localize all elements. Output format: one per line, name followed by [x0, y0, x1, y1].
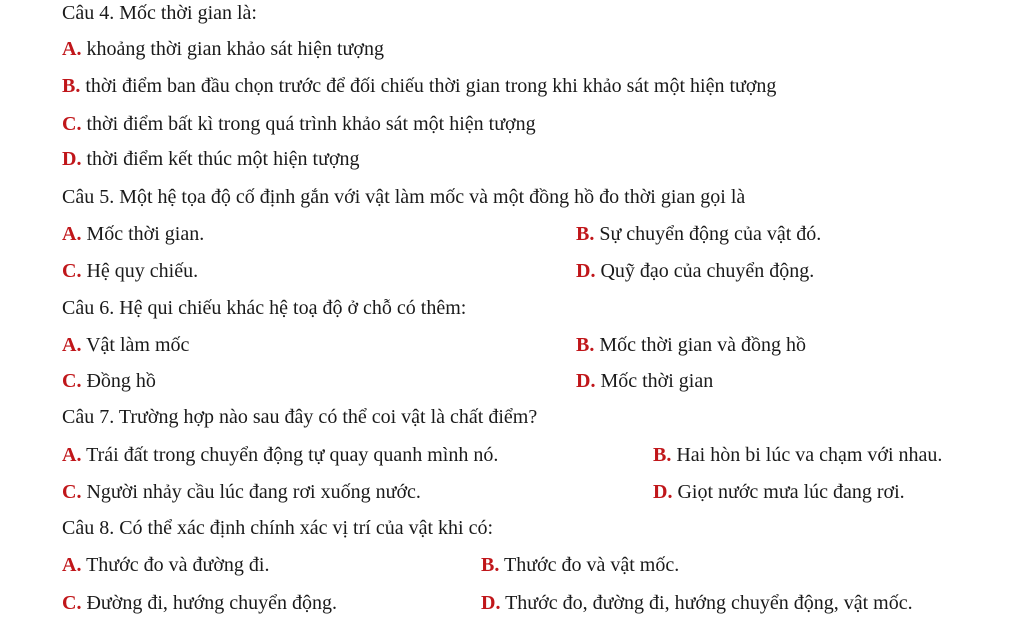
option-text: Người nhảy cầu lúc đang rơi xuống nước.: [81, 481, 421, 503]
option-letter: B.: [576, 223, 595, 245]
question-6-option-d[interactable]: [576, 368, 713, 394]
option-text: thời điểm ban đầu chọn trước để đối chiếu thời gian trong khi khảo sát một hiện tượng: [80, 75, 777, 97]
option-letter: D.: [576, 370, 596, 392]
option-text: thời điểm kết thúc một hiện tượng: [81, 148, 360, 170]
option-letter: A.: [62, 554, 82, 576]
option-text: Thước đo, đường đi, hướng chuyển động, vật mốc.: [500, 592, 913, 614]
option-text: Mốc thời gian và đồng hồ: [594, 334, 807, 356]
question-6-stem: Câu 6. Hệ qui chiếu khác hệ toạ độ ở chỗ có thêm:: [62, 297, 467, 319]
question-4-option-a[interactable]: [62, 36, 384, 62]
question-7-stem: Câu 7. Trường hợp nào sau đây có thể coi vật là chất điểm?: [62, 406, 538, 428]
question-7-option-a[interactable]: [62, 442, 498, 468]
question-7-option-c[interactable]: [62, 479, 421, 505]
question-8-option-b[interactable]: [481, 552, 679, 578]
option-letter: A.: [62, 444, 82, 466]
question-5-stem: Câu 5. Một hệ tọa độ cố định gắn với vật làm mốc và một đồng hồ đo thời gian gọi là: [62, 186, 746, 208]
option-text: Giọt nước mưa lúc đang rơi.: [672, 481, 905, 503]
question-8-option-a[interactable]: [62, 552, 269, 578]
option-letter: B.: [62, 75, 81, 97]
option-letter: C.: [62, 592, 82, 614]
question-4-option-b[interactable]: [62, 73, 776, 99]
question-7-option-b[interactable]: [653, 442, 942, 468]
question-6-option-a[interactable]: [62, 332, 189, 358]
question-5-option-d[interactable]: [576, 258, 814, 284]
option-letter: C.: [62, 370, 82, 392]
question-5-option-b[interactable]: [576, 221, 821, 247]
question-5-option-c[interactable]: [62, 258, 198, 284]
question-7-option-d[interactable]: [653, 479, 905, 505]
option-letter: B.: [576, 334, 595, 356]
option-letter: A.: [62, 38, 82, 60]
question-4-stem: Câu 4. Mốc thời gian là:: [62, 2, 257, 24]
option-text: Hệ quy chiếu.: [81, 260, 199, 282]
option-letter: C.: [62, 113, 82, 135]
question-8-option-d[interactable]: [481, 590, 913, 616]
option-letter: D.: [481, 592, 501, 614]
option-letter: D.: [653, 481, 673, 503]
cut-off-text-fragment: [60, 618, 480, 626]
option-text: Hai hòn bi lúc va chạm với nhau.: [671, 444, 943, 466]
option-text: thời điểm bất kì trong quá trình khảo sát một hiện tượng: [81, 113, 536, 135]
option-letter: A.: [62, 223, 82, 245]
option-text: Sự chuyển động của vật đó.: [594, 223, 822, 245]
option-text: Thước đo và vật mốc.: [499, 554, 680, 576]
option-text: Vật làm mốc: [81, 334, 190, 356]
option-letter: A.: [62, 334, 82, 356]
option-text: Trái đất trong chuyển động tự quay quanh mình nó.: [81, 444, 499, 466]
option-letter: C.: [62, 260, 82, 282]
option-letter: D.: [62, 148, 82, 170]
question-8-option-c[interactable]: [62, 590, 337, 616]
option-text: Đồng hồ: [81, 370, 156, 392]
option-text: khoảng thời gian khảo sát hiện tượng: [81, 38, 384, 60]
question-8-stem: Câu 8. Có thể xác định chính xác vị trí của vật khi có:: [62, 517, 493, 539]
option-text: Đường đi, hướng chuyển động.: [81, 592, 338, 614]
option-text: Quỹ đạo của chuyển động.: [595, 260, 815, 282]
option-letter: B.: [481, 554, 500, 576]
question-6-option-b[interactable]: [576, 332, 806, 358]
option-letter: B.: [653, 444, 672, 466]
option-text: Mốc thời gian: [595, 370, 714, 392]
option-letter: C.: [62, 481, 82, 503]
option-text: Mốc thời gian.: [81, 223, 205, 245]
question-6-option-c[interactable]: [62, 368, 156, 394]
option-text: Thước đo và đường đi.: [81, 554, 270, 576]
option-letter: D.: [576, 260, 596, 282]
question-4-option-d[interactable]: [62, 146, 360, 172]
question-4-option-c[interactable]: [62, 111, 536, 137]
question-5-option-a[interactable]: [62, 221, 204, 247]
